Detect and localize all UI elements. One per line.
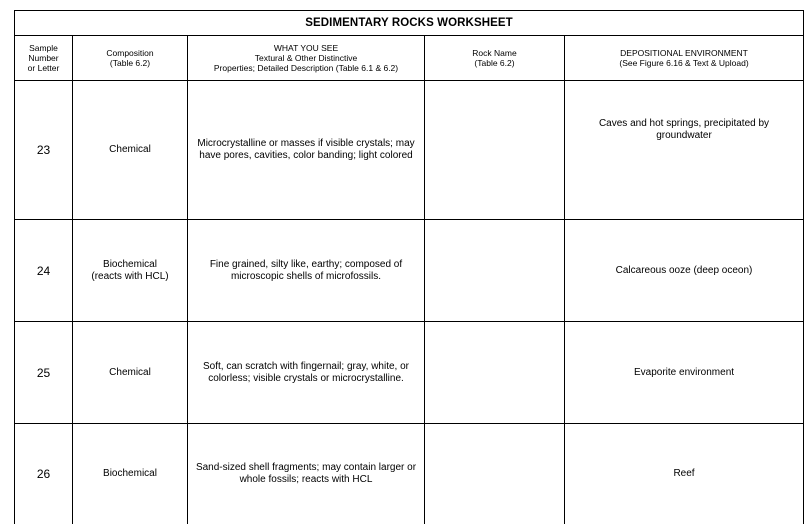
sample-number: 25 <box>15 322 73 424</box>
table-row <box>15 322 804 424</box>
table-row <box>15 424 804 524</box>
description-cell: Microcrystalline or masses if visible crystals; may have pores, cavities, color banding; light colored <box>188 81 425 220</box>
header-rock-name: Rock Name (Table 6.2) <box>425 36 565 81</box>
composition-cell: Chemical <box>73 322 188 424</box>
header-environment: DEPOSITIONAL ENVIRONMENT (See Figure 6.16 & Text & Upload) <box>565 36 804 81</box>
composition-cell: Chemical <box>73 81 188 220</box>
environment-cell: Reef <box>565 424 804 524</box>
rock-name-cell[interactable] <box>425 322 565 424</box>
header-composition: Composition (Table 6.2) <box>73 36 188 81</box>
worksheet <box>14 10 803 524</box>
composition-cell: Biochemical (reacts with HCL) <box>73 220 188 322</box>
worksheet-table <box>14 10 804 524</box>
table-row <box>15 220 804 322</box>
environment-cell: Calcareous ooze (deep oceon) <box>565 220 804 322</box>
worksheet-title: SEDIMENTARY ROCKS WORKSHEET <box>15 11 804 36</box>
description-cell: Fine grained, silty like, earthy; composed of microscopic shells of microfossils. <box>188 220 425 322</box>
rock-name-cell[interactable] <box>425 81 565 220</box>
rock-name-cell[interactable] <box>425 424 565 524</box>
header-row <box>15 36 804 81</box>
rock-name-cell[interactable] <box>425 220 565 322</box>
header-what-you-see: WHAT YOU SEE Textural & Other Distinctive Properties; Detailed Description (Table 6.1 & 6.2) <box>188 36 425 81</box>
sample-number: 26 <box>15 424 73 524</box>
sample-number: 23 <box>15 81 73 220</box>
environment-cell: Caves and hot springs, precipitated by groundwater <box>565 81 804 220</box>
composition-cell: Biochemical <box>73 424 188 524</box>
description-cell: Soft, can scratch with fingernail; gray, white, or colorless; visible crystals or microcrystalline. <box>188 322 425 424</box>
table-row <box>15 81 804 220</box>
description-cell: Sand-sized shell fragments; may contain larger or whole fossils; reacts with HCL <box>188 424 425 524</box>
sample-number: 24 <box>15 220 73 322</box>
environment-cell: Evaporite environment <box>565 322 804 424</box>
header-sample: Sample Number or Letter <box>15 36 73 81</box>
